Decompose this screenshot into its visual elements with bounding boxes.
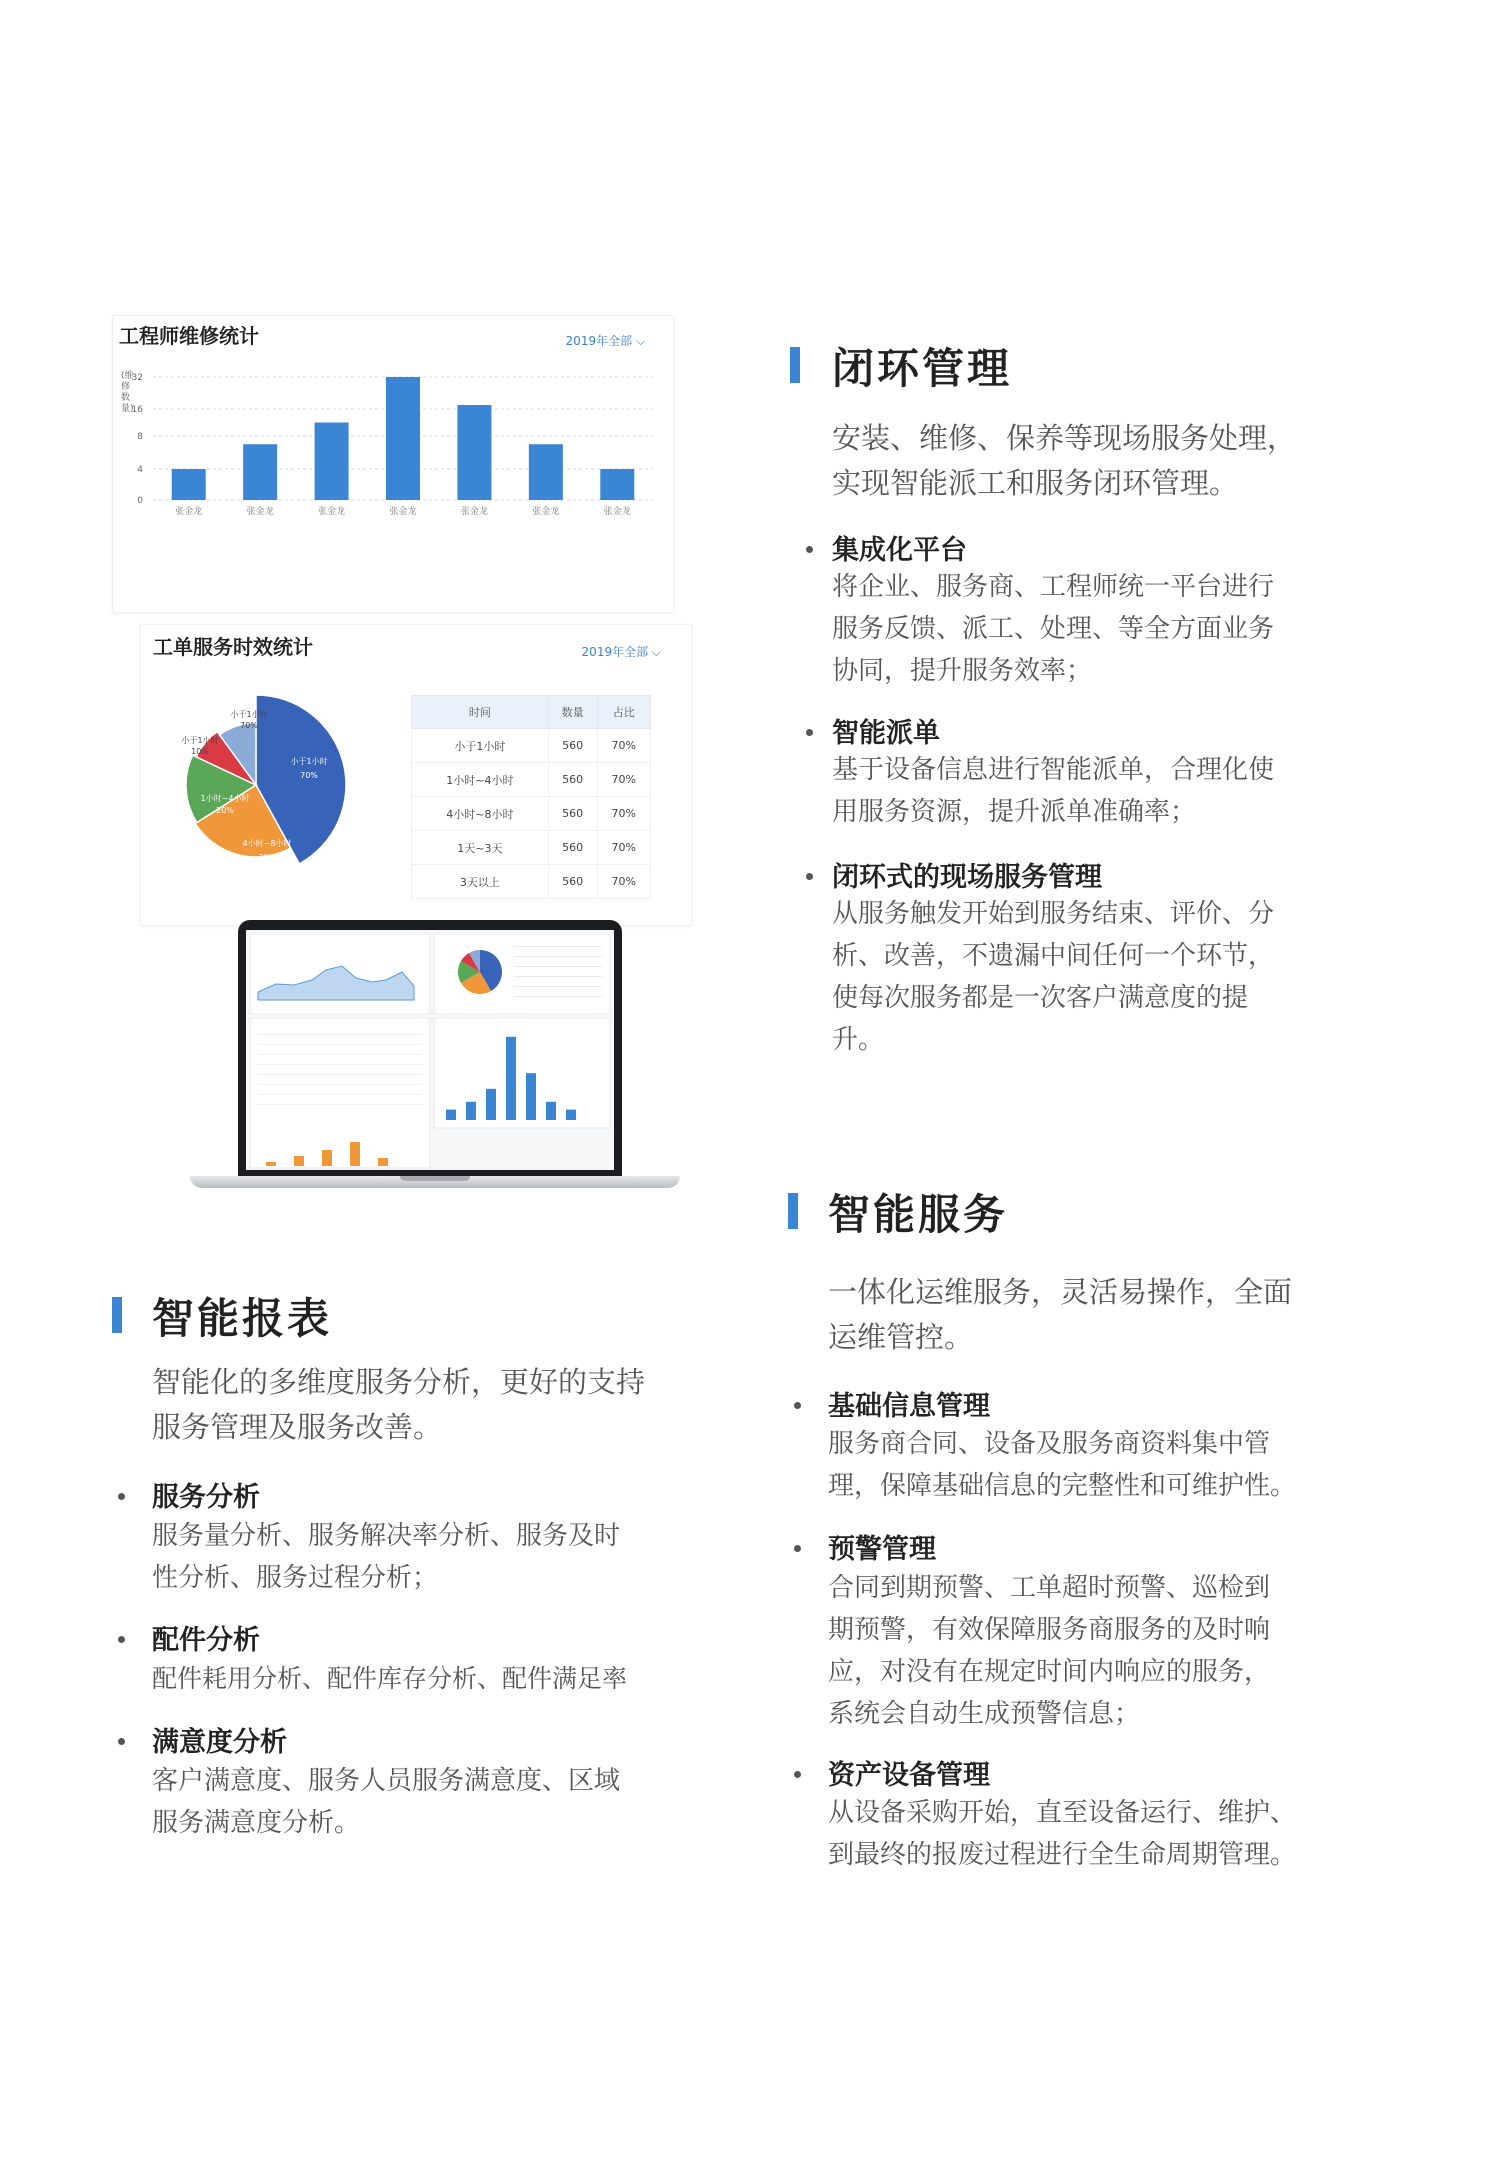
bullet-dot — [794, 1771, 801, 1778]
text-line: 期预警，有效保障服务商服务的及时响 — [828, 1615, 1271, 1645]
laptop-screen — [246, 930, 614, 1170]
service-time-table — [411, 695, 651, 899]
text-line: 服务满意度分析。 — [152, 1808, 361, 1838]
pie-label-left: 小于1小时 10% — [181, 736, 219, 756]
bullet-title: 闭环式的现场服务管理 — [832, 862, 1102, 893]
text-line: 服务量分析、服务解决率分析、服务及时 — [152, 1521, 621, 1551]
repair-stats-card — [112, 315, 674, 613]
table-cell: 560 — [548, 865, 597, 899]
table-cell: 560 — [548, 797, 597, 831]
mini-bar — [506, 1037, 516, 1120]
bar — [457, 405, 491, 500]
desc-line: 服务管理及服务改善。 — [152, 1410, 443, 1444]
mini-bar — [566, 1110, 576, 1120]
text-line: 从服务触发开始到服务结束、评价、分 — [832, 899, 1275, 929]
y-tick-label: 8 — [137, 432, 143, 442]
mini-bar-orange — [294, 1156, 304, 1166]
table-cell: 3天以上 — [412, 865, 549, 899]
mini-table-line — [514, 966, 602, 967]
text-line: 服务反馈、派工、处理、等全方面业务 — [832, 614, 1275, 644]
text-line: 应，对没有在规定时间内响应的服务， — [828, 1657, 1271, 1687]
table-cell: 70% — [597, 729, 651, 763]
mini-table-line — [514, 976, 602, 977]
dashboard-thumbnail — [246, 930, 614, 1170]
mini-bar-orange — [266, 1162, 276, 1166]
text-line: 析、改善，不遗漏中间任何一个环节， — [832, 941, 1275, 971]
text-line: 配件耗用分析、配件库存分析、配件满足率 — [152, 1664, 628, 1693]
text-line: 服务商合同、设备及服务商资料集中管 — [828, 1429, 1271, 1459]
table-cell: 70% — [597, 797, 651, 831]
section-title-smart-service: 智能服务 — [828, 1190, 1009, 1239]
table-header-row — [412, 696, 651, 729]
text-line: 基于设备信息进行智能派单，合理化使 — [832, 755, 1275, 785]
table-row — [412, 729, 651, 763]
mini-bar — [546, 1102, 556, 1120]
bullet-text — [152, 1515, 712, 1599]
bullet-title: 资产设备管理 — [828, 1760, 990, 1791]
bullet-title: 服务分析 — [152, 1482, 260, 1513]
mini-bar-orange — [350, 1142, 360, 1166]
section-desc — [152, 1360, 712, 1450]
bullet-text — [828, 1567, 1388, 1735]
table-header-cell: 数量 — [548, 696, 597, 729]
laptop-mockup — [190, 918, 680, 1198]
bullet-text — [832, 893, 1372, 1061]
mini-table-line — [258, 1034, 422, 1035]
table-cell: 1小时~4小时 — [412, 763, 549, 797]
table-cell: 70% — [597, 831, 651, 865]
table-cell: 560 — [548, 831, 597, 865]
mini-bar — [466, 1102, 476, 1120]
table-header-cell: 占比 — [597, 696, 651, 729]
bullet-dot — [118, 1636, 125, 1643]
desc-line: 运维管控。 — [828, 1320, 974, 1354]
section-title-closed-loop: 闭环管理 — [832, 344, 1013, 393]
y-tick-label: 4 — [137, 465, 143, 475]
mini-table-line — [258, 1094, 422, 1095]
bullet-dot — [118, 1738, 125, 1745]
table-cell: 70% — [597, 763, 651, 797]
desc-line: 安装、维修、保养等现场服务处理， — [832, 421, 1297, 455]
text-line: 到最终的报废过程进行全生命周期管理。 — [828, 1840, 1297, 1870]
bullet-dot — [806, 729, 813, 736]
desc-line: 实现智能派工和服务闭环管理。 — [832, 466, 1239, 500]
mini-table-line — [258, 1054, 422, 1055]
bullet-text — [832, 566, 1372, 692]
section-desc — [828, 1270, 1378, 1360]
mini-table-line — [514, 946, 602, 947]
x-tick-label: 张金龙 — [318, 507, 346, 517]
dashboard-panel — [250, 1018, 430, 1168]
card-title: 工程师维修统计 — [119, 324, 259, 348]
table-row — [412, 797, 651, 831]
bar — [243, 444, 277, 500]
bullet-dot — [806, 546, 813, 553]
x-tick-label: 张金龙 — [389, 507, 417, 517]
text-line: 客户满意度、服务人员服务满意度、区域 — [152, 1766, 621, 1796]
mini-bar — [486, 1089, 496, 1120]
mini-bar — [526, 1073, 536, 1120]
mini-table-line — [258, 1084, 422, 1085]
desc-line: 一体化运维服务，灵活易操作，全面 — [828, 1275, 1293, 1309]
bullet-text — [828, 1792, 1388, 1876]
bullet-dot — [794, 1402, 801, 1409]
bullet-text — [152, 1760, 712, 1844]
text-line: 协同，提升服务效率； — [832, 656, 1093, 686]
bullet-text — [828, 1423, 1388, 1507]
bar — [386, 377, 420, 500]
pie-label-top: 小于1小时 70% — [230, 710, 268, 730]
table-cell: 小于1小时 — [412, 729, 549, 763]
card-title: 工单服务时效统计 — [153, 635, 313, 659]
bar — [315, 423, 349, 501]
y-tick-label: 16 — [131, 405, 143, 415]
bullet-dot — [794, 1545, 801, 1552]
x-tick-label: 张金龙 — [532, 507, 560, 517]
bar — [529, 444, 563, 500]
text-line: 性分析、服务过程分析； — [152, 1563, 439, 1593]
bullet-title: 智能派单 — [832, 718, 940, 749]
y-axis-label: (维修数量) — [121, 371, 134, 414]
bar — [172, 469, 206, 500]
bullet-title: 集成化平台 — [832, 535, 967, 566]
mini-table-line — [258, 1104, 422, 1105]
service-time-card — [140, 624, 692, 926]
section-accent-bar — [788, 1193, 798, 1229]
bar — [600, 469, 634, 500]
bullet-dot — [118, 1493, 125, 1500]
text-line: 理，保障基础信息的完整性和可维护性。 — [828, 1471, 1297, 1501]
table-row — [412, 763, 651, 797]
bullet-title: 配件分析 — [152, 1625, 260, 1656]
mini-table-line — [514, 956, 602, 957]
text-line: 将企业、服务商、工程师统一平台进行 — [832, 572, 1275, 602]
bullet-title: 满意度分析 — [152, 1727, 287, 1758]
section-desc — [832, 416, 1372, 506]
year-filter-dropdown[interactable]: 2019年全部 ⌵ — [581, 645, 661, 659]
x-tick-label: 张金龙 — [460, 507, 488, 517]
mini-table-line — [514, 986, 602, 987]
desc-line: 智能化的多维度服务分析，更好的支持 — [152, 1365, 646, 1399]
bullet-title: 基础信息管理 — [828, 1391, 990, 1422]
bullet-text — [832, 749, 1372, 833]
laptop-notch — [400, 1176, 470, 1181]
text-line: 从设备采购开始，直至设备运行、维护、 — [828, 1798, 1297, 1828]
mini-table-line — [258, 1044, 422, 1045]
mini-bar — [446, 1110, 456, 1120]
mini-bar-orange — [378, 1158, 388, 1166]
year-filter-dropdown[interactable]: 2019年全部 ⌵ — [565, 334, 645, 348]
text-line: 使每次服务都是一次客户满意度的提 — [832, 983, 1249, 1013]
mini-table-line — [514, 996, 602, 997]
mini-table-line — [258, 1074, 422, 1075]
pie-label-orange: 4小时~8小时 30% — [242, 839, 292, 862]
section-accent-bar — [112, 1297, 122, 1333]
x-tick-label: 张金龙 — [246, 507, 274, 517]
table-cell: 1天~3天 — [412, 831, 549, 865]
pie-label-green: 1小时~4小时 20% — [200, 794, 250, 815]
text-line: 用服务资源，提升派单准确率； — [832, 797, 1197, 827]
table-cell: 4小时~8小时 — [412, 797, 549, 831]
bullet-title: 预警管理 — [828, 1534, 936, 1565]
table-cell: 70% — [597, 865, 651, 899]
table-header-cell: 时间 — [412, 696, 549, 729]
table-row — [412, 831, 651, 865]
table-cell: 560 — [548, 729, 597, 763]
x-tick-label: 张金龙 — [603, 507, 631, 517]
text-line: 升。 — [832, 1025, 885, 1055]
mini-table-line — [258, 1064, 422, 1065]
bar-chart — [113, 356, 673, 612]
section-accent-bar — [790, 347, 800, 383]
table-row — [412, 865, 651, 899]
bullet-text — [152, 1658, 712, 1700]
text-line: 系统会自动生成预警信息； — [828, 1699, 1141, 1729]
text-line: 合同到期预警、工单超时预警、巡检到 — [828, 1573, 1271, 1603]
table-cell: 560 — [548, 763, 597, 797]
y-tick-label: 0 — [137, 496, 143, 506]
pie-label-blue: 小于1小时 70% — [290, 757, 328, 780]
dashboard-panel — [434, 1018, 610, 1128]
section-title-smart-report: 智能报表 — [152, 1294, 333, 1343]
bullet-dot — [806, 873, 813, 880]
mini-bar-orange — [322, 1150, 332, 1166]
x-tick-label: 张金龙 — [175, 507, 203, 517]
y-tick-label: 32 — [131, 373, 143, 383]
